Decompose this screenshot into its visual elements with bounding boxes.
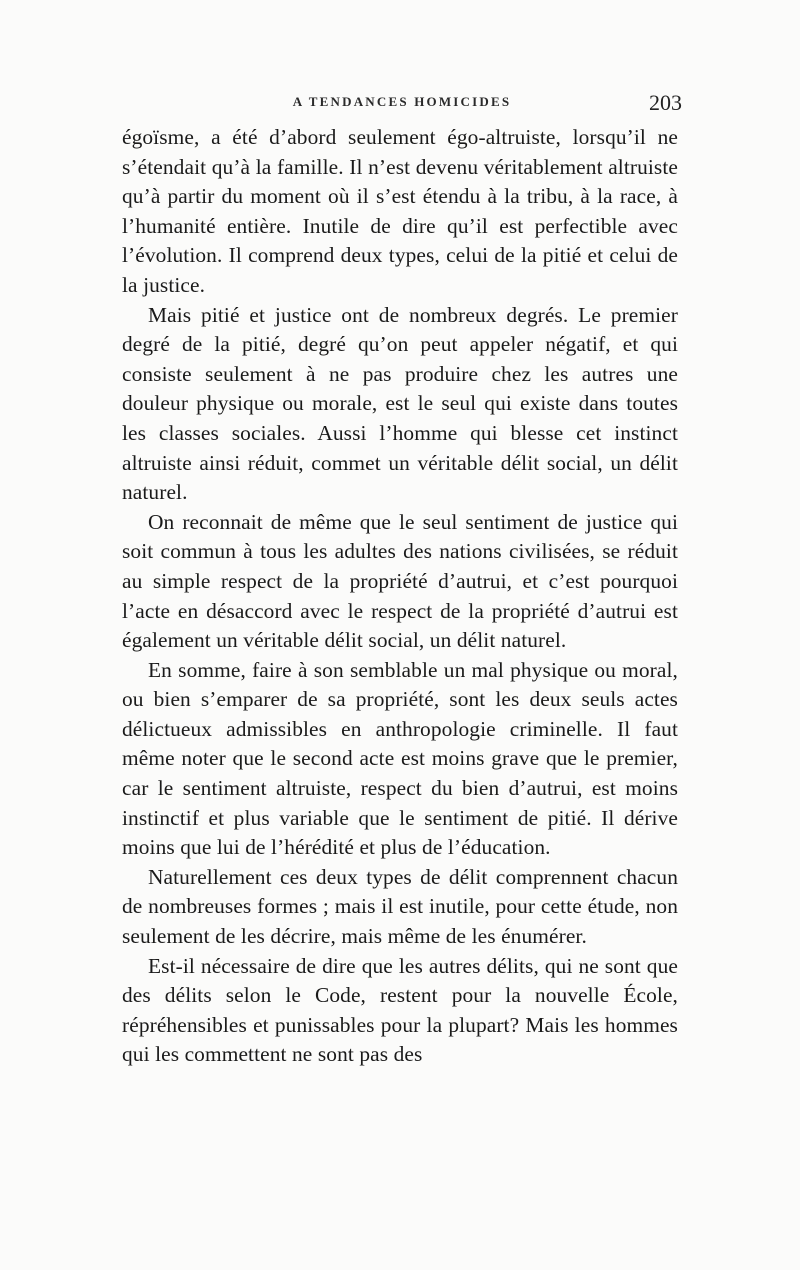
paragraph-6: Est-il nécessaire de dire que les autres délits, qui ne sont que des délits selon le Code, restent pour la nouvelle École, répréhensibles et punissables pour la plupart? Mais les hommes qui les commettent ne sont pas des [122,953,678,1067]
paragraph-4: En somme, faire à son semblable un mal physique ou moral, ou bien s’emparer de sa propriété, sont les deux seuls actes délictueux admissibles en anthropologie criminelle. Il faut même noter que le second acte est moins grave que le premier, car le sentiment altruiste, respect du bien d’autrui, est moins instinctif et plus variable que le sentiment de pitié. Il dérive moins que lui de l’hérédité et plus de l’éducation. [122,657,678,860]
running-title: A TENDANCES HOMICIDES [292,94,512,109]
body-text [122,123,678,1070]
paragraph-5: Naturellement ces deux types de délit comprennent chacun de nombreuses formes ; mais il est inutile, pour cette étude, non seulement de les décrire, mais même de les énumérer. [122,864,678,949]
page-number: 203 [649,90,682,115]
paragraph-1: égoïsme, a été d’abord seulement égo-altruiste, lorsqu’il ne s’étendait qu’à la famille. Il n’est devenu véritablement altruiste qu’à partir du moment où il s’est étendu à la tribu, à la race, à l’humanité entière. Inutile de dire qu’il est perfectible avec l’évolution. Il comprend deux types, celui de la pitié et celui de la justice. [122,125,678,297]
running-head [122,90,682,116]
paragraph-3: On reconnait de même que le seul sentiment de justice qui soit commun à tous les adultes des nations civilisées, se réduit au simple respect de la propriété d’autrui, et c’est pourquoi l’acte en désaccord avec le respect de la propriété d’autrui est également un véritable délit social, un délit naturel. [122,509,678,653]
paragraph-2: Mais pitié et justice ont de nombreux degrés. Le premier degré de la pitié, degré qu’on peut appeler négatif, et qui consiste seulement à ne pas produire chez les autres une douleur physique ou morale, est le seul qui existe dans toutes les classes sociales. Aussi l’homme qui blesse cet instinct altruiste ainsi réduit, commet un véritable délit social, un délit naturel. [122,302,678,505]
